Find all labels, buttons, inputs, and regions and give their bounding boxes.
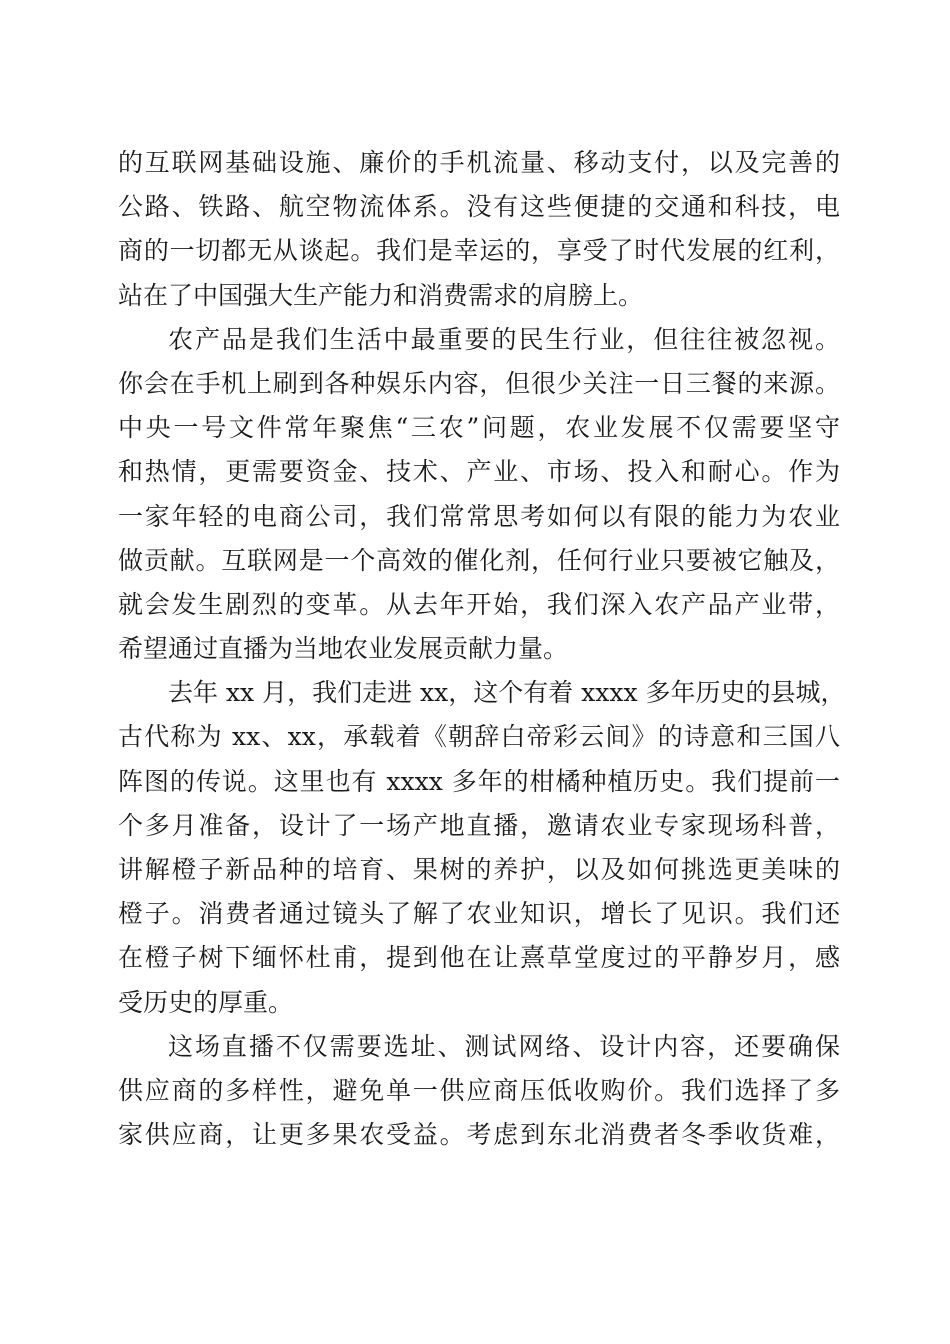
text-line: 阵图的传说。这里也有 xxxx 多年的柑橘种植历史。我们提前一 xyxy=(118,766,840,796)
text-line: 古代称为 xx、xx，承载着《朝辞白帝彩云间》的诗意和三国八 xyxy=(118,722,840,752)
paragraph-2 xyxy=(118,318,840,672)
text-line: 中央一号文件常年聚焦“三农”问题，农业发展不仅需要坚守 xyxy=(118,413,840,443)
text-line: 站在了中国强大生产能力和消费需求的肩膀上。 xyxy=(118,280,644,310)
text-line: 个多月准备，设计了一场产地直播，邀请农业专家现场科普， xyxy=(118,810,840,840)
text-line: 一家年轻的电商公司，我们常常思考如何以有限的能力为农业 xyxy=(118,501,840,531)
body-text xyxy=(118,141,846,1157)
text-line: 农产品是我们生活中最重要的民生行业，但往往被忽视。 xyxy=(168,324,840,354)
text-line: 去年 xx 月，我们走进 xx，这个有着 xxxx 多年历史的县城， xyxy=(168,678,846,708)
text-line: 公路、铁路、航空物流体系。没有这些便捷的交通和科技，电 xyxy=(118,192,840,222)
text-line: 就会发生剧烈的变革。从去年开始，我们深入农产品产业带， xyxy=(118,589,840,619)
text-line: 供应商的多样性，避免单一供应商压低收购价。我们选择了多 xyxy=(118,1075,840,1105)
paragraph-4 xyxy=(118,1025,840,1158)
text-line: 受历史的厚重。 xyxy=(118,987,294,1017)
text-line: 的互联网基础设施、廉价的手机流量、移动支付，以及完善的 xyxy=(118,148,840,177)
text-line: 这场直播不仅需要选址、测试网络、设计内容，还要确保 xyxy=(168,1031,840,1061)
text-line: 你会在手机上刷到各种娱乐内容，但很少关注一日三餐的来源。 xyxy=(118,368,840,398)
text-line: 希望通过直播为当地农业发展贡献力量。 xyxy=(118,634,569,664)
text-line: 讲解橙子新品种的培育、果树的养护，以及如何挑选更美味的 xyxy=(118,855,840,884)
text-line: 家供应商，让更多果农受益。考虑到东北消费者冬季收货难， xyxy=(118,1120,840,1150)
paragraph-1 xyxy=(118,141,840,318)
text-line: 橙子。消费者通过镜头了解了农业知识，增长了见识。我们还 xyxy=(118,899,840,929)
paragraph-3 xyxy=(118,671,846,1025)
text-line: 做贡献。互联网是一个高效的催化剂，任何行业只要被它触及， xyxy=(118,545,840,575)
text-line: 和热情，更需要资金、技术、产业、市场、投入和耐心。作为 xyxy=(118,457,840,487)
text-line: 在橙子树下缅怀杜甫，提到他在让熹草堂度过的平静岁月，感 xyxy=(118,943,840,973)
text-line: 商的一切都无从谈起。我们是幸运的，享受了时代发展的红利， xyxy=(118,236,840,266)
